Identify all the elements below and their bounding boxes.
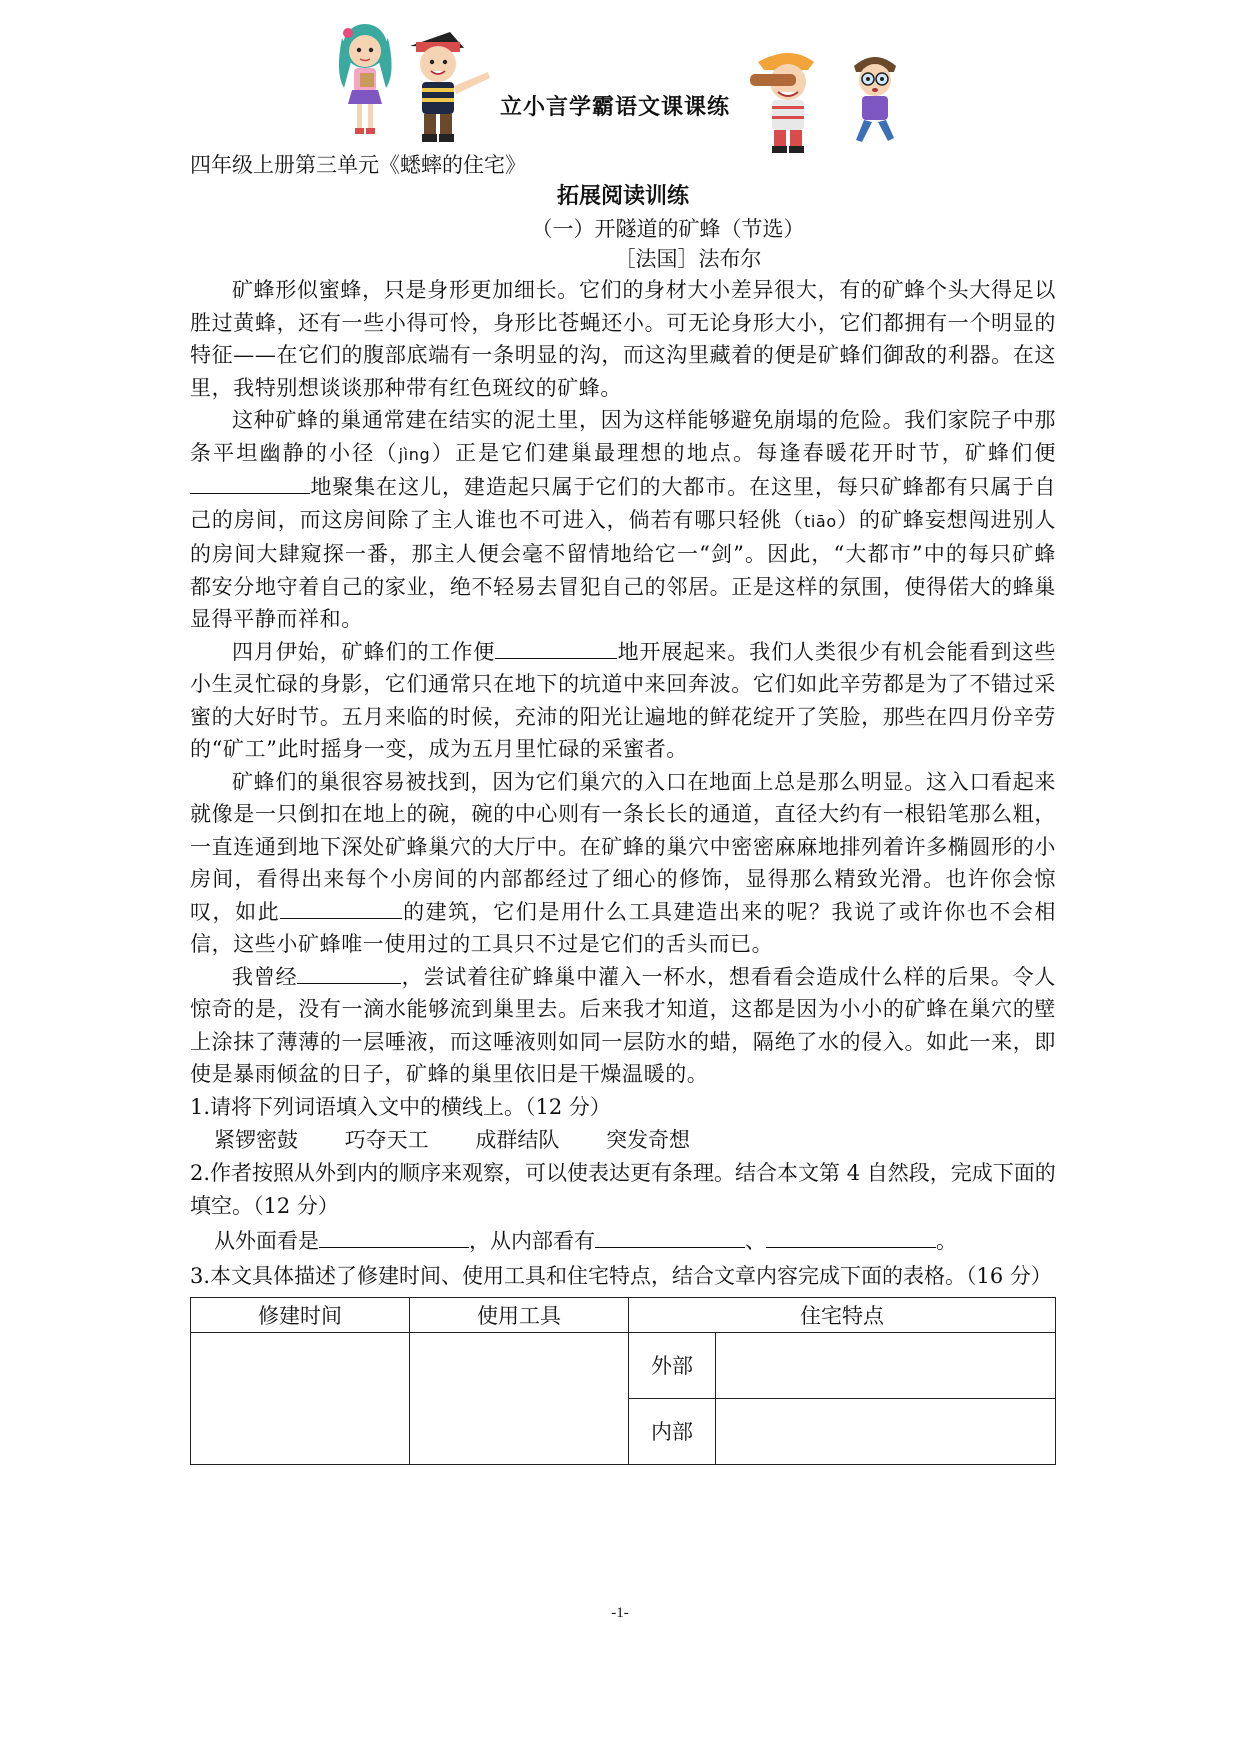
answer-blank-7[interactable] xyxy=(766,1225,936,1248)
answer-cell-outer[interactable] xyxy=(716,1332,1056,1398)
fill-text: 从外面看是 xyxy=(214,1229,319,1253)
fill-text: 。 xyxy=(936,1229,957,1253)
paragraph-5 xyxy=(190,961,1056,1091)
paragraph-1: 矿蜂形似蜜蜂，只是身形更加细长。它们的身材大小差异很大，有的矿蜂个头大得足以胜过黄蜂，还有一些小得可怜，身形比苍蝇还小。可无论身形大小，它们都拥有一个明显的特征——在它们的腹部底端有一条明显的沟，而这沟里藏着的便是矿蜂们御敌的利器。在这里，我特别想谈谈那种带有红色斑纹的矿蜂。 xyxy=(190,278,1056,400)
paragraph-2-text: ）的矿蜂妄想闯进别人的房间大肆窥探一番，那主人便会毫不留情地给它一“剑”。因此，“大都市”中的每只矿蜂都安分地守着自己的家业，绝不轻易去冒犯自己的邻居。正是这样的氛围，使得偌大的蜂巢显得平静而祥和。 xyxy=(190,507,1056,631)
cartoon-glasses-boy-illustration xyxy=(840,48,910,148)
answer-blank-4[interactable] xyxy=(297,961,401,984)
word-option: 成群结队 xyxy=(475,1128,560,1152)
pinyin-annotation: tiāo xyxy=(804,511,837,531)
paragraph-3-text: 地开展起来。我们人类很少有机会能看到这些小生灵忙碌的身影，它们通常只在地下的坑道中来回奔波。它们如此辛劳都是为了不错过采蜜的大好时节。五月来临的时候，充沛的阳光让遍地的鲜花绽开了笑脸，那些在四月份辛劳的“矿工”此时摇身一变，成为五月里忙碌的采蜜者。 xyxy=(190,639,1056,761)
paragraph-5-text: 我曾经 xyxy=(232,964,298,989)
paragraph-2-text: 这种矿蜂的巢通常建在结实的泥土里，因为这样能够避免崩塌的危险。我们家院子中那条平坦幽静的小径（ xyxy=(190,408,1056,465)
word-bank xyxy=(190,1123,1056,1157)
question-2: 2.作者按照从外到内的顺序来观察，可以使表达更有条理。结合本文第 4 自然段，完成下面的填空。（12 分） xyxy=(190,1161,1056,1218)
word-option: 突发奇想 xyxy=(606,1128,691,1152)
unit-title: 四年级上册第三单元《蟋蟀的住宅》 xyxy=(190,153,526,177)
cartoon-girl-illustration xyxy=(330,18,400,143)
table-header-time: 修建时间 xyxy=(191,1297,410,1332)
question-1: 1.请将下列词语填入文中的横线上。（12 分） xyxy=(190,1094,611,1119)
paragraph-3-text: 四月伊始，矿蜂们的工作便 xyxy=(232,639,496,664)
pinyin-annotation: jìng xyxy=(398,444,431,464)
page-header xyxy=(330,18,950,153)
section-title: 拓展阅读训练 xyxy=(556,184,689,209)
word-option: 紧锣密鼓 xyxy=(214,1128,298,1152)
answer-cell-time[interactable] xyxy=(191,1332,410,1464)
page-number: -1- xyxy=(611,1605,629,1621)
question-3: 3.本文具体描述了修建时间、使用工具和住宅特点，结合文章内容完成下面的表格。（16 分） xyxy=(190,1264,1052,1288)
answer-blank-1[interactable] xyxy=(190,471,310,494)
table-label-inner: 内部 xyxy=(629,1398,716,1464)
paragraph-2 xyxy=(190,404,1056,636)
paragraph-5-text: ，尝试着往矿蜂巢中灌入一杯水，想看看会造成什么样的后果。令人惊奇的是，没有一滴水能够流到巢里去。后来我才知道，这都是因为小小的矿蜂在巢穴的壁上涂抹了薄薄的一层唾液，而这唾液则如同一层防水的蜡，隔绝了水的侵入。如此一来，即使是暴雨倾盆的日子，矿蜂的巢里依旧是干燥温暖的。 xyxy=(190,964,1056,1086)
answer-blank-2[interactable] xyxy=(495,636,617,659)
table-label-outer: 外部 xyxy=(629,1332,716,1398)
fill-text: ，从内部看有 xyxy=(469,1229,595,1253)
paragraph-4 xyxy=(190,766,1056,961)
word-option: 巧夺天工 xyxy=(344,1128,429,1152)
table-header-tool: 使用工具 xyxy=(410,1297,629,1332)
paragraph-2-text: 地聚集在这儿，建造起只属于它们的大都市。在这里，每只矿蜂都有只属于自己的房间，而这房间除了主人谁也不可进入，倘若有哪只轻佻（ xyxy=(190,475,1056,532)
brand-title: 立小言学霸语文课课练 xyxy=(500,95,731,120)
answer-blank-6[interactable] xyxy=(595,1225,745,1248)
cartoon-pirate-boy-illustration xyxy=(400,26,495,151)
answer-cell-inner[interactable] xyxy=(716,1398,1056,1464)
answer-blank-5[interactable] xyxy=(319,1225,469,1248)
document-body xyxy=(190,150,1056,1465)
paragraph-4-text: 矿蜂们的巢很容易被找到，因为它们巢穴的入口在地面上总是那么明显。这入口看起来就像是一只倒扣在地上的碗，碗的中心则有一条长长的通道，直径大约有一根铅笔那么粗，一直连通到地下深处矿蜂巢穴的大厅中。在矿蜂的巢穴中密密麻麻地排列着许多椭圆形的小房间，看得出来每个小房间的内部都经过了细心的修饰，显得那么精致光滑。也许你会惊叹，如此 xyxy=(190,769,1056,924)
article-title: （一）开隧道的矿蜂（节选） xyxy=(531,217,805,241)
paragraph-3 xyxy=(190,636,1056,766)
answer-table xyxy=(190,1297,1056,1465)
article-author: ［法国］法布尔 xyxy=(614,247,762,271)
question-2-fill xyxy=(190,1222,1056,1260)
answer-blank-3[interactable] xyxy=(280,896,402,919)
paragraph-2-text: ）正是它们建巢最理想的地点。每逢春暖花开时节，矿蜂们便 xyxy=(430,440,1056,465)
cartoon-telescope-pirate-illustration xyxy=(750,40,832,155)
answer-cell-tool[interactable] xyxy=(410,1332,629,1464)
fill-text: 、 xyxy=(745,1229,766,1253)
paragraph-4-text: 的建筑，它们是用什么工具建造出来的呢？我说了或许你也不会相信，这些小矿蜂唯一使用过的工具只不过是它们的舌头而已。 xyxy=(190,899,1056,956)
table-header-feature: 住宅特点 xyxy=(629,1297,1056,1332)
